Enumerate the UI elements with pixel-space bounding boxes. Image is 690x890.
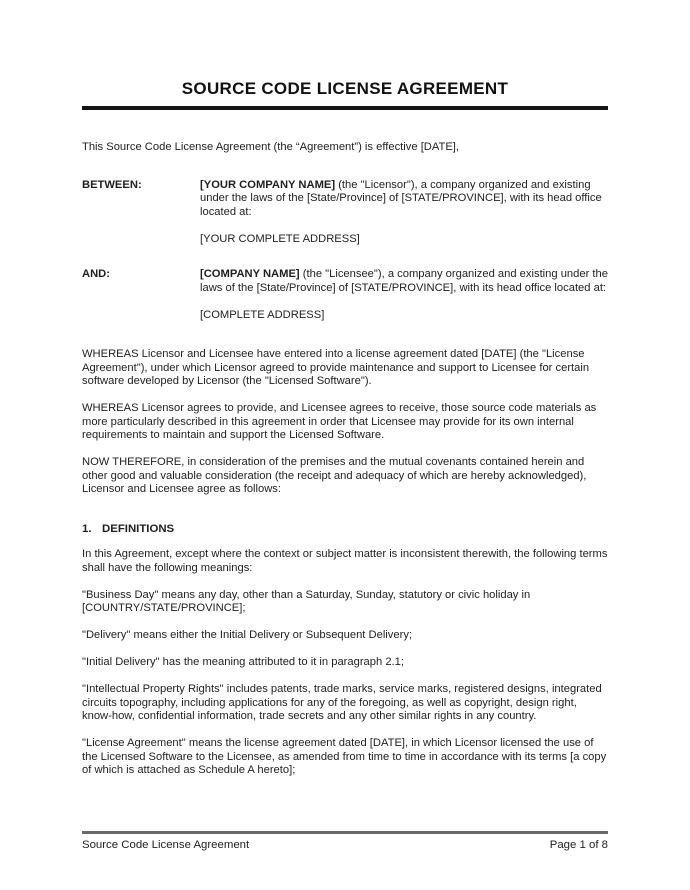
party-name-licensor: [YOUR COMPANY NAME] [200,178,336,191]
party-description-licensor [200,179,608,220]
footer-page-number: Page 1 of 8 [549,839,608,851]
section-heading-definitions [82,523,608,537]
party-row-licensor [82,179,608,247]
recital-paragraph: WHEREAS Licensor agrees to provide, and Licensee agrees to receive, those source code materials as more particularly described in this agreement in order that Licensee may provide for its own internal requirements to maintain and support the Licensed Software. [82,402,597,441]
party-name-licensee: [COMPANY NAME] [200,268,300,280]
party-description-licensee [200,268,608,295]
footer-row [82,834,608,853]
party-label-between: BETWEEN: [82,178,142,191]
party-label-and: AND: [82,268,110,280]
party-address-licensee: [COMPLETE ADDRESS] [200,308,325,321]
definition-paragraph: "Business Day" means any day, other than a Saturday, Sunday, statutory or civic holiday in [COUNTRY/STATE/PROVINCE]; [82,588,531,614]
party-body-licensor [200,179,608,247]
definitions-intro: In this Agreement, except where the context or subject matter is inconsistent therewith, the following terms shall have the following meanings: [82,548,608,574]
page-title: SOURCE CODE LICENSE AGREEMENT [181,79,509,98]
party-description-text: (the "Licensee"), a company organized and existing under the laws of the [State/Province] of [STATE/PROVINCE], with its head office located at: [200,268,608,294]
section-title: DEFINITIONS [102,522,175,535]
footer-title: Source Code License Agreement [82,839,250,851]
section-number: 1. [82,522,92,535]
party-address-licensor: [YOUR COMPLETE ADDRESS] [200,232,360,245]
definition-paragraph: "Initial Delivery" has the meaning attributed to it in paragraph 2.1; [82,656,404,668]
definition-paragraph: "Intellectual Property Rights" includes patents, trade marks, service marks, registered designs, integrated circuits topography, including applications for any of the foregoing, as well as copyright, design right, know-how, confidential information, trade secrets and any other similar rights in any country. [82,683,602,722]
party-body-licensee [200,268,608,322]
recital-paragraph: NOW THEREFORE, in consideration of the premises and the mutual covenants contained herein and other good and valuable consideration (the receipt and adequacy of which are hereby acknowledged), Licensor and Licensee agree as follows: [82,456,587,495]
title-divider [82,106,608,110]
recital-paragraph: WHEREAS Licensor and Licensee have entered into a license agreement dated [DATE] (the "License Agreement"), under which Licensor agreed to provide maintenance and support to Licensee for certain software developed by Licensor (the "Licensed Software"). [82,348,590,387]
party-description-text: (the "Licensor"), a company organized and existing under the laws of the [State/Province] of [STATE/PROVINCE], with its head office located at: [200,178,602,218]
page-footer [82,831,608,853]
intro-paragraph: This Source Code License Agreement (the “Agreement”) is effective [DATE], [82,141,460,153]
definition-paragraph: "License Agreement" means the license agreement dated [DATE], in which Licensor licensed the use of the Licensed Software to the Licensee, as amended from time to time in accordance with its terms [a copy of which is attached as Schedule A hereto]; [82,737,607,776]
party-row-licensee [82,268,608,322]
definition-paragraph: "Delivery" means either the Initial Delivery or Subsequent Delivery; [82,629,413,641]
